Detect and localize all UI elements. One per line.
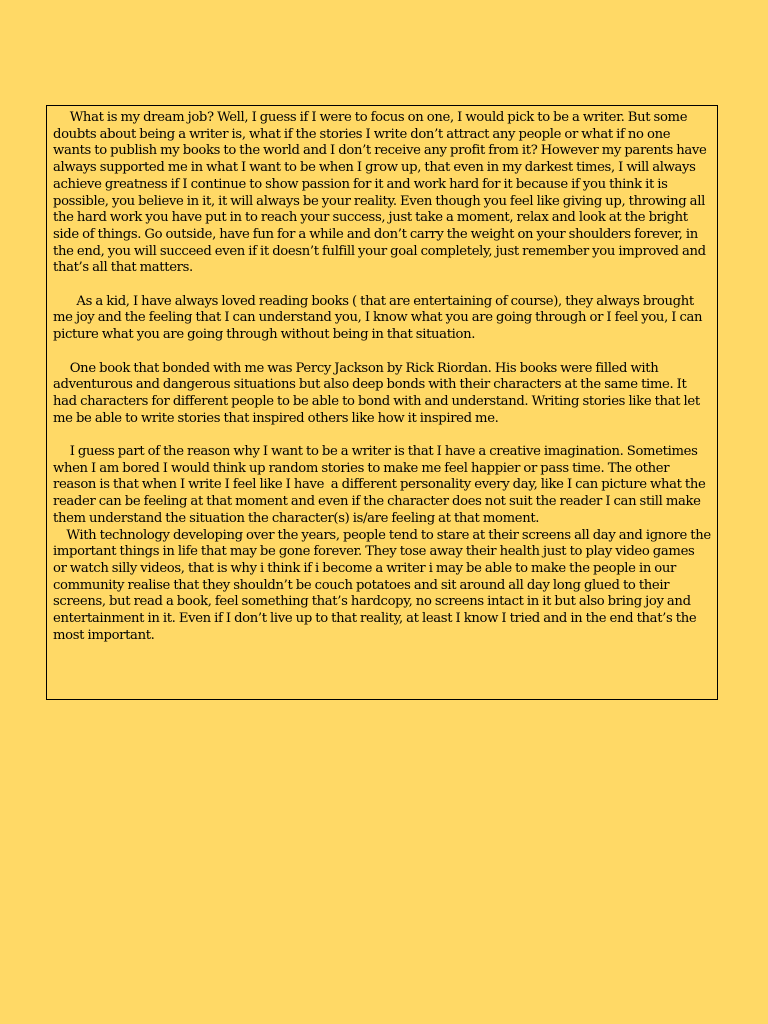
paragraph-reading-books: As a kid, I have always loved reading books ( that are entertaining of course), they always brought me joy and the feeling that I can understand you, I know what you are going through or I feel you, I can picture what you are going through without being in that situation. (53, 293, 706, 343)
paragraph-percy-jackson: One book that bonded with me was Percy Jackson by Rick Riordan. His books were filled with adventurous and dangerous situations but also deep bonds with their characters at the same time. It had characters for different people to be able to bond with and understand. Writing stories like that let me be able to write stories that inspired others like how it inspired me. (53, 360, 704, 426)
paragraph-dream-job: What is my dream job? Well, I guess if I were to focus on one, I would pick to be a writer. But some doubts about being a writer is, what if the stories I write don’t attract any people or what if no one wants to publish my books to the world and I don’t receive any profit from it? However my parents have always supported me in what I want to be when I grow up, that even in my darkest times, I will always achieve greatness if I continue to show passion for it and work hard for it because if you think it is possible, you believe in it, it will always be your reality. Even though you feel like giving up, throwing all the hard work you have put in to reach your success, just take a moment, relax and look at the bright side of things. Go outside, have fun for a while and don’t carry the weight on your shoulders forever, in the end, you will succeed even if it doesn’t fulfill your goal completely, just remember you improved and that’s all that matters. (53, 110, 710, 276)
essay-text-box (46, 105, 718, 700)
paragraph-technology: With technology developing over the years, people tend to stare at their screens all day and ignore the important things in life that may be gone forever. They tose away their health just to play video games or watch silly videos, that is why i think if i become a writer i may be able to make the people in our community realise that they shouldn’t be couch potatoes and sit around all day long glued to their screens, but read a book, feel something that’s hardcopy, no screens intact in it but also bring joy and entertainment in it. Even if I don’t live up to that reality, at least I know I tried and in the end that’s the most important. (53, 527, 715, 643)
paragraph-creative-imagination: I guess part of the reason why I want to be a writer is that I have a creative imagination. Sometimes when I am bored I would think up random stories to make me feel happier or pass time. The other reason is that when I write I feel like I have a different personality every day, like I can picture what the reader can be feeling at that moment and even if the character does not suit the reader I can still make them understand the situation the character(s) is/are feeling at that moment. (53, 444, 709, 526)
